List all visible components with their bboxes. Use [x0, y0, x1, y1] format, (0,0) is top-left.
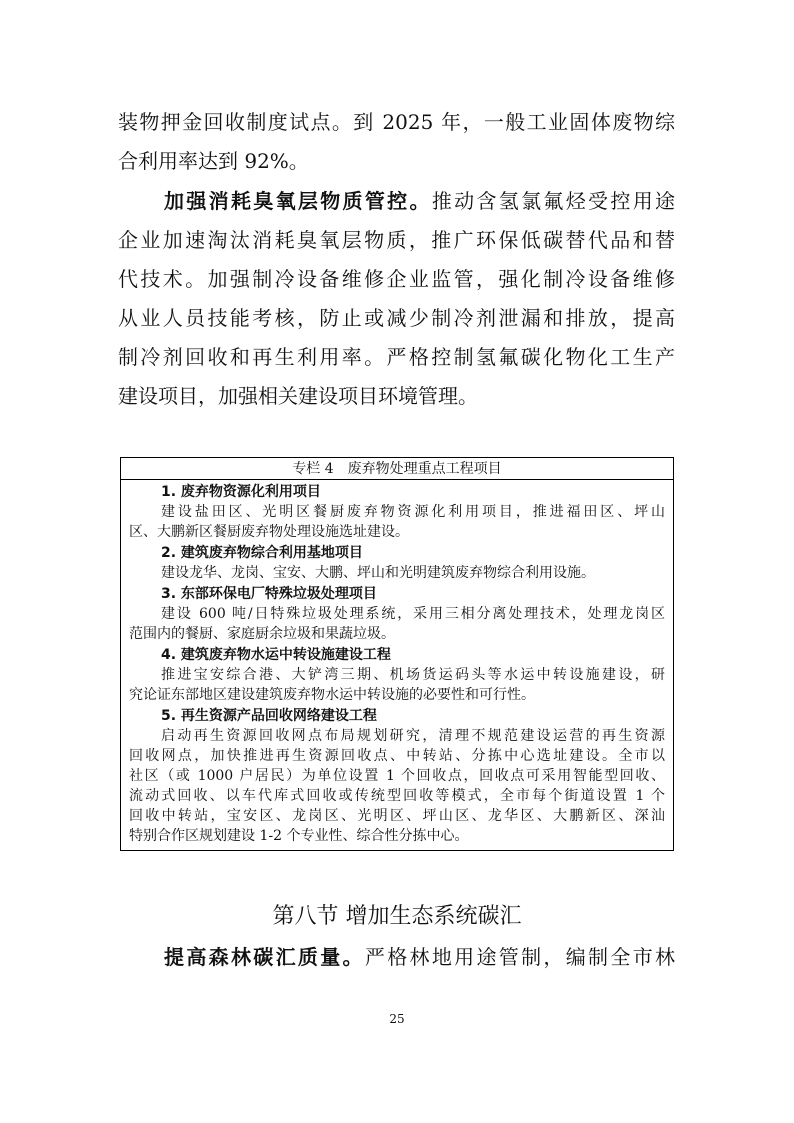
item-line: 回收中转站，宝安区、龙岗区、光明区、坪山区、龙华区、大鹏新区、深汕 [129, 808, 665, 824]
body-line: 装物押金回收制度试点。到 2025 年，一般工业固体废物综 [118, 110, 675, 134]
body-line: 建设项目，加强相关建设项目环境管理。 [118, 384, 478, 408]
item-heading: 3. 东部环保电厂特殊垃圾处理项目 [161, 586, 377, 602]
item-heading: 2. 建筑废弃物综合利用基地项目 [161, 545, 363, 561]
body-line: 企业加速淘汰消耗臭氧层物质，推广环保低碳替代品和替 [118, 228, 675, 252]
body-line: 从业人员技能考核，防止或减少制冷剂泄漏和排放，提高 [118, 306, 675, 330]
item-line: 推进宝安综合港、大铲湾三期、机场货运码头等水运中转设施建设，研 [161, 667, 665, 683]
section-title: 第八节 增加生态系统碳汇 [272, 904, 522, 929]
project-box [120, 457, 674, 851]
body-line-lead [118, 943, 675, 971]
item-line: 特别合作区规划建设 1-2 个专业性、综合性分拣中心。 [129, 828, 469, 844]
body-line: 合利用率达到 92%。 [118, 149, 309, 173]
item-line: 区、大鹏新区餐厨废弃物处理设施选址建设。 [129, 524, 409, 540]
item-heading: 1. 废弃物资源化利用项目 [161, 484, 321, 500]
item-heading: 5. 再生资源产品回收网络建设工程 [161, 708, 377, 724]
box-title: 专栏 4 废弃物处理重点工程项目 [121, 458, 673, 480]
page-number: 25 [389, 1012, 405, 1026]
item-line: 建设 600 吨/日特殊垃圾处理系统，采用三相分离处理技术，处理龙岗区 [161, 606, 665, 622]
item-line: 回收网点，加快推进再生资源回收点、中转站、分拣中心选址建设。全市以 [129, 748, 665, 764]
item-line: 范围内的餐厨、家庭厨余垃圾和果蔬垃圾。 [129, 626, 395, 642]
body-text: 严格林地用途管制，编制全市林 [364, 945, 676, 969]
item-heading: 4. 建筑废弃物水运中转设施建设工程 [161, 647, 391, 663]
body-line: 制冷剂回收和再生利用率。严格控制氢氟碳化物化工生产 [118, 345, 675, 369]
item-line: 究论证东部地区建设建筑废弃物水运中转设施的必要性和可行性。 [129, 687, 535, 703]
item-line: 启动再生资源回收网点布局规划研究，清理不规范建设运营的再生资源 [161, 728, 665, 744]
body-text: 推动含氢氯氟烃受控用途 [431, 189, 676, 213]
body-line-lead [118, 187, 675, 215]
bold-lead: 加强消耗臭氧层物质管控。 [164, 189, 432, 213]
item-line: 流动式回收、以车代库式回收或传统型回收等模式，全市每个街道设置 1 个 [129, 788, 665, 804]
item-line: 建设盐田区、光明区餐厨废弃物资源化利用项目，推进福田区、坪山 [161, 504, 665, 520]
item-line: 建设龙华、龙岗、宝安、大鹏、坪山和光明建筑废弃物综合利用设施。 [161, 565, 595, 581]
bold-lead: 提高森林碳汇质量。 [164, 945, 365, 969]
body-line: 代技术。加强制冷设备维修企业监管，强化制冷设备维修 [118, 267, 675, 291]
item-line: 社区（或 1000 户居民）为单位设置 1 个回收点，回收点可采用智能型回收、 [129, 768, 665, 784]
